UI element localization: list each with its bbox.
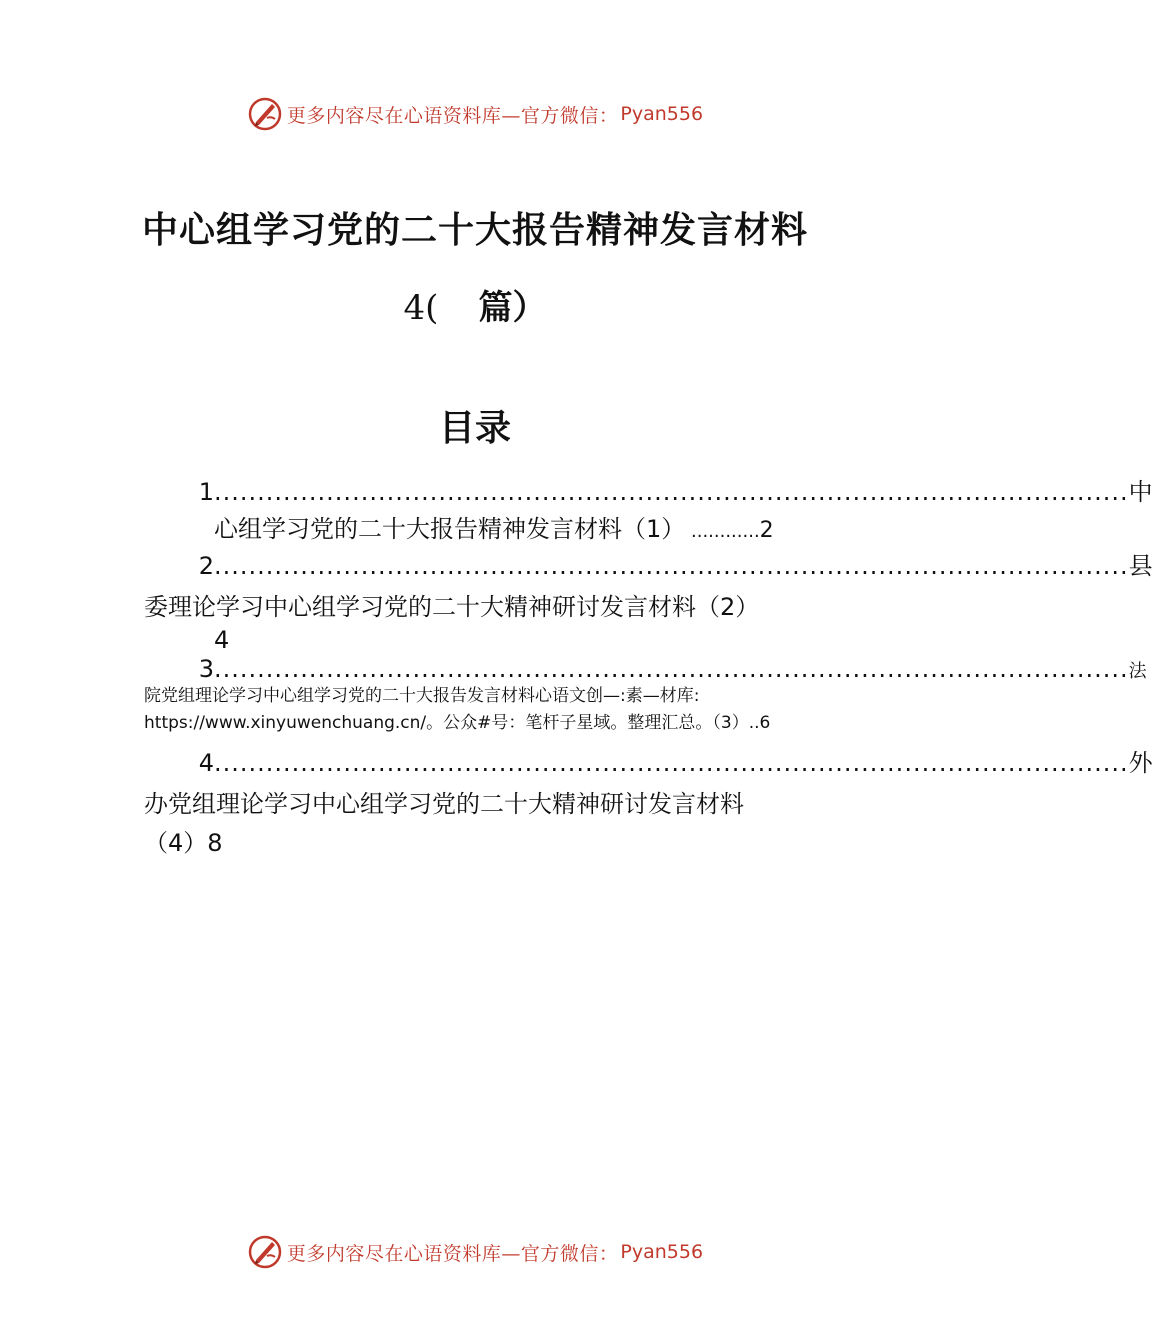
banner-slogan: 更多内容尽在心语资料库—官方微信： xyxy=(286,104,619,127)
toc-entry-tail: 外 xyxy=(1128,749,1153,777)
toc-entry-number: 4 xyxy=(198,749,214,777)
document-subtitle xyxy=(0,280,950,329)
toc-entry-number: 3 xyxy=(198,655,214,683)
toc-entry-text: 办党组理论学习中心组学习党的二十大精神研讨发言材料 xyxy=(144,790,744,818)
toc-entry-text: 院党组理论学习中心组学习党的二十大报告发言材料心语文创—:素—材库: xyxy=(144,686,700,706)
toc-leader-dots: .......................................................................................................... xyxy=(214,655,1129,683)
toc-heading: 目录 xyxy=(438,407,511,449)
toc-entry-line xyxy=(144,546,1153,581)
toc-entry-number: 2 xyxy=(198,552,214,580)
toc-entry-tail: 法 xyxy=(1128,661,1147,682)
subtitle-count: 4( xyxy=(403,288,439,328)
document-title: 中心组学习党的二十大报告精神发言材料 xyxy=(141,209,808,251)
subtitle-word: 篇） xyxy=(478,288,547,328)
toc-leader-dots: .......................................................................................................... xyxy=(214,552,1129,580)
toc-entry-4[interactable] xyxy=(144,743,1153,858)
toc-entry-page: 4 xyxy=(214,626,230,654)
toc-entry-line xyxy=(144,743,1153,778)
pen-seal-logo-icon xyxy=(247,1234,283,1270)
toc-leader-dots: ............ xyxy=(685,521,760,542)
toc-entry-tail: 县 xyxy=(1128,552,1153,580)
toc-entry-3[interactable] xyxy=(144,655,1147,737)
header-banner xyxy=(0,94,950,134)
toc-entry-1[interactable] xyxy=(144,472,1153,544)
toc-entry-line xyxy=(144,509,820,544)
banner-wechat-id: Pyan556 xyxy=(620,103,704,125)
toc-entry-number: 1 xyxy=(198,478,214,506)
toc-entry-page: （4）8 xyxy=(144,829,223,857)
toc-entry-2[interactable] xyxy=(144,546,1153,654)
toc-entry-line xyxy=(144,472,1153,507)
banner-wechat-id: Pyan556 xyxy=(620,1241,704,1263)
pen-seal-logo-icon xyxy=(247,96,283,132)
toc-leader-dots: .......................................................................................................... xyxy=(214,749,1129,777)
toc-entry-text: 委理论学习中心组学习党的二十大精神研讨发言材料（2） xyxy=(144,593,760,621)
footer-banner xyxy=(0,1232,950,1272)
toc-entry-line xyxy=(144,655,1147,683)
toc-entry-tail: 中 xyxy=(1128,478,1153,506)
toc-entry-page: 2 xyxy=(759,518,774,543)
toc-entry-text-continued: https://www.xinyuwenchuang.cn/。公众#号：笔杆子星域。整理汇总。（3）..6 xyxy=(144,713,771,733)
toc-leader-dots: .......................................................................................................... xyxy=(214,478,1129,506)
banner-slogan: 更多内容尽在心语资料库—官方微信： xyxy=(286,1242,619,1265)
toc-entry-text: 心组学习党的二十大报告精神发言材料（1） xyxy=(214,515,686,543)
